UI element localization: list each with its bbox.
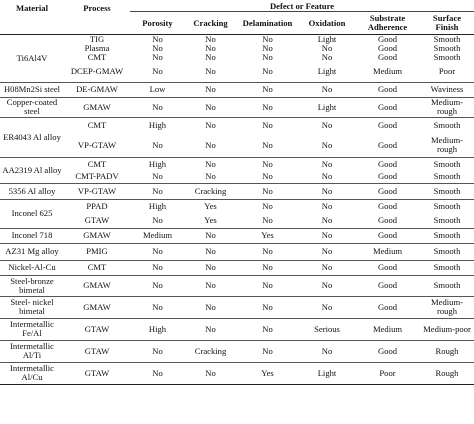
- cell-oxidation: No: [299, 117, 355, 134]
- cell-finish: Medium-rough: [420, 296, 474, 318]
- cell-material: Ti6Al4V: [16, 52, 48, 63]
- cell-porosity: No: [152, 44, 163, 53]
- cell-oxidation: Light: [317, 34, 337, 44]
- cell-finish: Smooth: [433, 53, 461, 62]
- table-row: [0, 183, 474, 199]
- cell-process: GTAW: [64, 340, 130, 362]
- cell-finish: Smooth: [420, 199, 474, 213]
- cell-finish: Poor: [438, 66, 456, 77]
- cell-process: CMT: [87, 53, 107, 62]
- cell-porosity: No: [152, 53, 163, 62]
- cell-process: GTAW: [84, 214, 110, 225]
- cell-material: Nickel-Al-Cu: [0, 260, 64, 275]
- cell-process: TIG: [89, 34, 105, 44]
- cell-material: Copper-coated steel: [0, 97, 64, 117]
- cell-delamination: No: [262, 66, 273, 77]
- cell-adherence: Medium: [372, 66, 403, 77]
- header-delamination: Delamination: [236, 12, 299, 35]
- cell-process: CMT: [64, 157, 130, 171]
- cell-finish: Smooth: [420, 275, 474, 296]
- table-row: [0, 44, 474, 53]
- cell-cracking: No: [205, 34, 216, 44]
- cell-process: GTAW: [64, 318, 130, 340]
- cell-porosity: No: [130, 340, 185, 362]
- cell-cracking: No: [205, 66, 216, 77]
- cell-adherence: Good: [355, 275, 420, 296]
- cell-delamination: No: [236, 183, 299, 199]
- header-process: Process: [64, 0, 130, 35]
- cell-delamination: No: [236, 260, 299, 275]
- cell-delamination: No: [236, 340, 299, 362]
- header-defect-group: Defect or Feature: [130, 0, 474, 12]
- cell-porosity: No: [152, 214, 163, 225]
- header-material: Material: [0, 0, 64, 35]
- cell-oxidation: No: [299, 243, 355, 260]
- cell-material: H08Mn2Si steel: [0, 82, 64, 97]
- cell-finish: Smooth: [420, 183, 474, 199]
- cell-porosity: High: [130, 318, 185, 340]
- cell-delamination: No: [236, 275, 299, 296]
- header-substrate-adherence: Substrate Adherence: [355, 12, 420, 35]
- cell-cracking: Cracking: [185, 340, 236, 362]
- cell-cracking: No: [185, 260, 236, 275]
- cell-porosity: No: [130, 183, 185, 199]
- table-row: [0, 199, 474, 213]
- cell-material: AZ31 Mg alloy: [0, 243, 64, 260]
- cell-adherence: Good: [355, 296, 420, 318]
- cell-porosity: No: [130, 243, 185, 260]
- cell-adherence: Good: [355, 260, 420, 275]
- cell-oxidation: No: [299, 199, 355, 213]
- cell-adherence: Good: [355, 82, 420, 97]
- cell-cracking: No: [185, 318, 236, 340]
- cell-adherence: Good: [355, 97, 420, 117]
- table-row: [0, 157, 474, 171]
- cell-adherence: Good: [377, 171, 398, 182]
- cell-adherence: Good: [377, 214, 398, 225]
- cell-process: CMT: [64, 260, 130, 275]
- cell-oxidation: Light: [317, 66, 337, 77]
- cell-process: DE-GMAW: [64, 82, 130, 97]
- cell-oxidation: No: [299, 275, 355, 296]
- cell-material: Steel- nickel bimetal: [0, 296, 64, 318]
- cell-process: CMT-PADV: [75, 171, 119, 182]
- cell-porosity: No: [130, 260, 185, 275]
- table-body: [0, 35, 474, 385]
- cell-oxidation: Light: [299, 362, 355, 384]
- cell-material: ER4043 Al alloy: [0, 117, 64, 157]
- cell-process: GTAW: [64, 362, 130, 384]
- table-row: [0, 97, 474, 117]
- cell-finish: Rough: [420, 340, 474, 362]
- cell-delamination: Yes: [236, 228, 299, 243]
- cell-process: DCEP-GMAW: [70, 66, 124, 77]
- cell-oxidation: No: [321, 53, 333, 62]
- cell-adherence: Good: [377, 53, 398, 62]
- cell-porosity: Low: [130, 82, 185, 97]
- cell-material: Steel-bronze bimetal: [0, 275, 64, 296]
- table-row: [0, 260, 474, 275]
- cell-process: GMAW: [64, 296, 130, 318]
- cell-delamination: No: [262, 53, 273, 62]
- cell-oxidation: No: [299, 340, 355, 362]
- cell-adherence: Good: [355, 117, 420, 134]
- table-row: [0, 362, 474, 384]
- cell-process: VP-GTAW: [77, 139, 117, 150]
- cell-finish: Smooth: [420, 228, 474, 243]
- header-porosity: Porosity: [130, 12, 185, 35]
- cell-finish: Smooth: [433, 34, 461, 44]
- cell-porosity: High: [130, 157, 185, 171]
- cell-oxidation: No: [299, 157, 355, 171]
- cell-cracking: Yes: [204, 214, 217, 225]
- cell-delamination: No: [262, 171, 273, 182]
- cell-oxidation: No: [321, 214, 333, 225]
- cell-cracking: No: [185, 296, 236, 318]
- cell-process: PPAD: [64, 199, 130, 213]
- cell-oxidation: Light: [299, 97, 355, 117]
- cell-finish: Waviness: [420, 82, 474, 97]
- cell-cracking: No: [185, 97, 236, 117]
- table-row: [0, 117, 474, 134]
- header-surface-finish: Surface Finish: [420, 12, 474, 35]
- cell-finish: Smooth: [420, 157, 474, 171]
- table-row: [0, 243, 474, 260]
- cell-cracking: No: [185, 117, 236, 134]
- cell-finish: Smooth: [420, 260, 474, 275]
- cell-adherence: Poor: [355, 362, 420, 384]
- cell-process: GMAW: [64, 275, 130, 296]
- cell-cracking: Cracking: [185, 183, 236, 199]
- cell-adherence: Good: [355, 199, 420, 213]
- table-row: [0, 53, 474, 62]
- cell-cracking: No: [185, 243, 236, 260]
- table-row: [0, 275, 474, 296]
- cell-porosity: No: [152, 66, 163, 77]
- cell-oxidation: No: [299, 260, 355, 275]
- cell-cracking: No: [205, 139, 216, 150]
- cell-cracking: No: [205, 171, 216, 182]
- table-row: [0, 171, 474, 183]
- cell-adherence: Good: [355, 183, 420, 199]
- cell-oxidation: No: [299, 296, 355, 318]
- cell-finish: Smooth: [420, 243, 474, 260]
- cell-delamination: No: [236, 199, 299, 213]
- cell-oxidation: No: [299, 183, 355, 199]
- cell-process: PMIG: [64, 243, 130, 260]
- cell-porosity: High: [130, 199, 185, 213]
- cell-delamination: No: [262, 44, 273, 53]
- cell-delamination: No: [236, 243, 299, 260]
- header-oxidation: Oxidation: [299, 12, 355, 35]
- cell-material: AA2319 Al alloy: [0, 157, 64, 183]
- cell-adherence: Good: [355, 157, 420, 171]
- cell-process: Plasma: [84, 44, 110, 53]
- table-row: [0, 296, 474, 318]
- cell-finish: Rough: [420, 362, 474, 384]
- cell-adherence: Good: [377, 139, 398, 150]
- table-row: [0, 318, 474, 340]
- cell-porosity: No: [152, 171, 163, 182]
- cell-porosity: No: [130, 97, 185, 117]
- cell-cracking: Yes: [185, 199, 236, 213]
- table-row: [0, 213, 474, 228]
- cell-adherence: Good: [355, 340, 420, 362]
- cell-material: Inconel 718: [0, 228, 64, 243]
- table-row: [0, 35, 474, 45]
- header-cracking: Cracking: [185, 12, 236, 35]
- table-row: [0, 134, 474, 157]
- cell-process: GMAW: [64, 97, 130, 117]
- cell-adherence: Good: [377, 44, 398, 53]
- cell-porosity: No: [152, 34, 163, 44]
- cell-oxidation: No: [321, 139, 333, 150]
- cell-delamination: No: [236, 296, 299, 318]
- cell-oxidation: No: [321, 171, 333, 182]
- cell-cracking: No: [185, 362, 236, 384]
- cell-delamination: No: [262, 34, 273, 44]
- cell-adherence: Good: [377, 34, 398, 44]
- table-row: [0, 62, 474, 82]
- cell-oxidation: No: [299, 82, 355, 97]
- cell-delamination: Yes: [236, 362, 299, 384]
- cell-material: Intermetallic Fe/Al: [0, 318, 64, 340]
- cell-oxidation: No: [299, 228, 355, 243]
- table-row: [0, 82, 474, 97]
- cell-oxidation: No: [321, 44, 333, 53]
- cell-adherence: Good: [355, 228, 420, 243]
- cell-porosity: High: [130, 117, 185, 134]
- cell-adherence: Medium: [355, 318, 420, 340]
- cell-material: 5356 Al alloy: [0, 183, 64, 199]
- cell-cracking: No: [185, 157, 236, 171]
- cell-delamination: No: [236, 82, 299, 97]
- cell-finish: Smooth: [420, 117, 474, 134]
- table-row: [0, 340, 474, 362]
- cell-adherence: Medium: [355, 243, 420, 260]
- cell-cracking: No: [205, 44, 216, 53]
- cell-process: GMAW: [64, 228, 130, 243]
- cell-material: Intermetallic Al/Ti: [0, 340, 64, 362]
- cell-porosity: No: [130, 362, 185, 384]
- cell-delamination: No: [236, 157, 299, 171]
- cell-material: Inconel 625: [0, 199, 64, 228]
- cell-finish: Medium-rough: [420, 97, 474, 117]
- cell-material: Intermetallic Al/Cu: [0, 362, 64, 384]
- table-row: [0, 228, 474, 243]
- cell-finish: Smooth: [433, 214, 461, 225]
- cell-finish: Medium-poor: [420, 318, 474, 340]
- cell-finish: Medium-rough: [431, 135, 463, 155]
- cell-porosity: No: [152, 139, 163, 150]
- cell-delamination: No: [262, 214, 273, 225]
- cell-finish: Smooth: [433, 171, 461, 182]
- cell-delamination: No: [262, 139, 273, 150]
- cell-porosity: No: [130, 296, 185, 318]
- cell-porosity: Medium: [130, 228, 185, 243]
- cell-delamination: No: [236, 318, 299, 340]
- cell-oxidation: Serious: [299, 318, 355, 340]
- cell-delamination: No: [236, 117, 299, 134]
- cell-finish: Smooth: [433, 44, 461, 53]
- cell-cracking: No: [205, 53, 216, 62]
- cell-cracking: No: [185, 275, 236, 296]
- cell-cracking: No: [185, 82, 236, 97]
- cell-process: VP-GTAW: [64, 183, 130, 199]
- cell-process: CMT: [64, 117, 130, 134]
- cell-porosity: No: [130, 275, 185, 296]
- cell-cracking: No: [185, 228, 236, 243]
- cell-delamination: No: [236, 97, 299, 117]
